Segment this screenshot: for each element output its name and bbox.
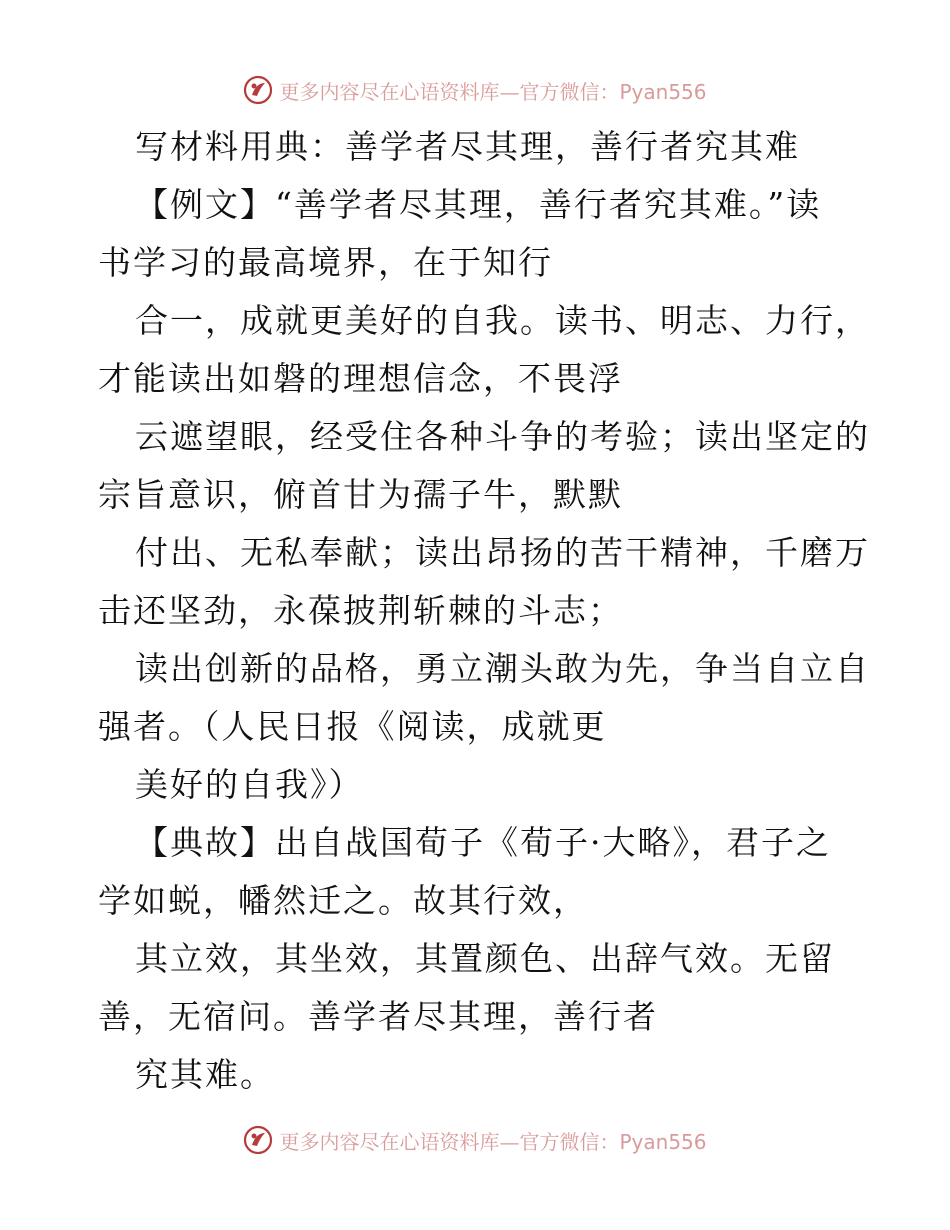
- paragraph-line: 究其难。: [135, 1055, 275, 1094]
- paragraph-line: 【典故】出自战国荀子《荀子·大略》，君子之: [135, 823, 831, 862]
- paragraph-line: 云遮望眼，经受住各种斗争的考验；读出坚定的: [135, 417, 870, 456]
- paragraph-line: 书学习的最高境界，在于知行: [98, 243, 553, 282]
- paragraph-line: 击还坚劲，永葆披荆斩棘的斗志；: [98, 591, 623, 630]
- doc-title: 写材料用典：善学者尽其理，善行者究其难: [135, 127, 800, 166]
- header-banner: [0, 70, 950, 110]
- paragraph-line: 才能读出如磐的理想信念，不畏浮: [98, 359, 623, 398]
- paragraph-line: 善，无宿问。善学者尽其理，善行者: [98, 997, 658, 1036]
- paragraph-line: 读出创新的品格，勇立潮头敢为先，争当自立自: [135, 649, 870, 688]
- banner-text: 更多内容尽在心语资料库—官方微信：Pyan556: [279, 1129, 707, 1154]
- footer-banner: [0, 1120, 950, 1160]
- paragraph-line: 美好的自我》）: [135, 765, 364, 804]
- paragraph-line: 付出、无私奉献；读出昂扬的苦干精神，千磨万: [135, 533, 870, 572]
- paragraph-line: 学如蜕，幡然迁之。故其行效，: [98, 881, 588, 920]
- logo-icon: [243, 1125, 273, 1155]
- paragraph-line: 强者。（人民日报《阅读，成就更: [98, 707, 607, 746]
- paragraph-line: 其立效，其坐效，其置颜色、出辞气效。无留: [135, 939, 835, 978]
- paragraph-line: 合一，成就更美好的自我。读书、明志、力行，: [135, 301, 870, 340]
- paragraph-line: 【例文】“善学者尽其理，善行者究其难。”读: [135, 185, 822, 224]
- paragraph-line: 宗旨意识，俯首甘为孺子牛，默默: [98, 475, 623, 514]
- logo-icon: [243, 75, 273, 105]
- banner-text: 更多内容尽在心语资料库—官方微信：Pyan556: [279, 79, 707, 104]
